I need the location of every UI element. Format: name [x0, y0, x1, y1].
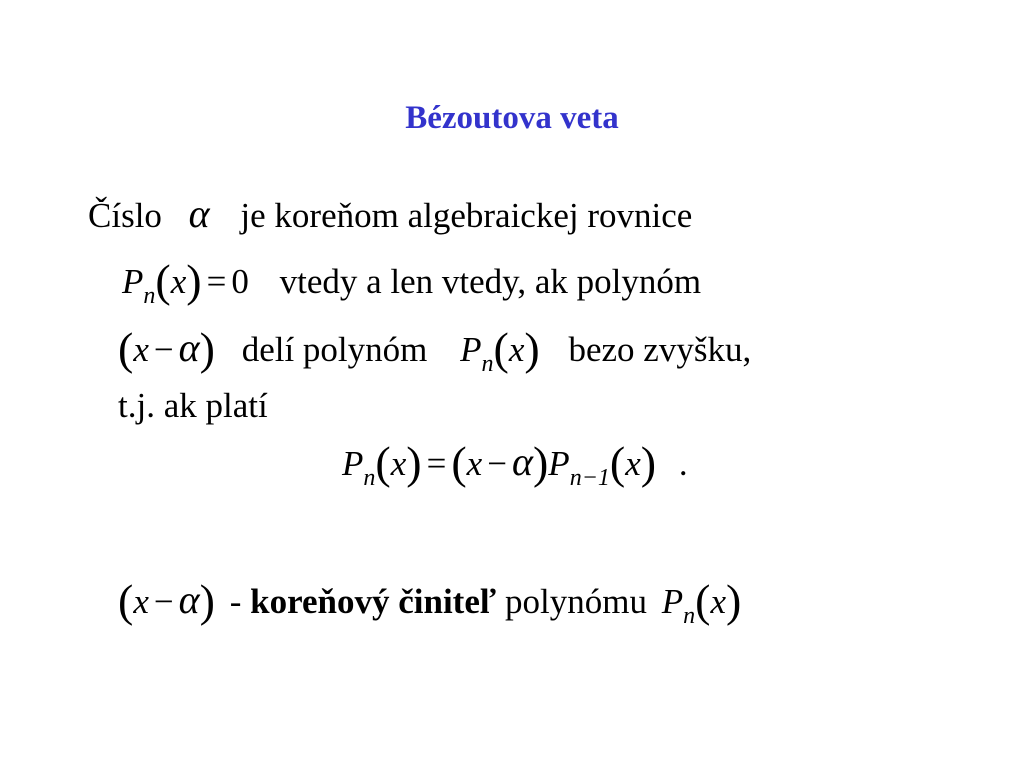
- line-6-dash: -: [229, 582, 242, 621]
- slide-title: Bézoutova veta: [405, 100, 619, 136]
- math-rparen: ): [640, 437, 657, 488]
- math-equals: =: [206, 262, 227, 301]
- math-x: x: [625, 444, 641, 483]
- math-x: x: [170, 262, 187, 301]
- math-x: x: [710, 582, 726, 621]
- math-lparen: (: [118, 323, 134, 374]
- line-1: [88, 192, 692, 238]
- math-lparen: (: [451, 437, 467, 488]
- formula-period: .: [678, 444, 688, 483]
- math-P-letter: P: [460, 330, 482, 369]
- math-x: x: [466, 444, 483, 483]
- math-minus: −: [487, 444, 507, 483]
- math-sub-n: n: [143, 283, 156, 309]
- math-equals: =: [426, 444, 447, 483]
- math-sub-n: n: [363, 465, 376, 491]
- math-lparen: (: [493, 323, 509, 374]
- term-root-factor: koreňový činiteľ: [250, 582, 497, 621]
- math-P: [661, 575, 742, 629]
- math-P: P: [342, 444, 364, 483]
- line-3: [118, 323, 752, 386]
- line-1-prefix: Číslo: [88, 196, 162, 235]
- math-x: x: [133, 582, 149, 621]
- math-rparen: ): [406, 437, 422, 488]
- line-2: [122, 255, 702, 318]
- math-lparen: (: [375, 437, 391, 488]
- alpha-symbol: α: [178, 577, 200, 622]
- math-minus: −: [153, 330, 174, 369]
- line-3-text-2: bezo zvyšku,: [568, 330, 752, 369]
- math-P: [460, 323, 540, 377]
- alpha-symbol: α: [511, 439, 533, 484]
- line-1-text: je koreňom algebraickej rovnice: [240, 196, 693, 235]
- line-4: [118, 384, 268, 428]
- line-6: [118, 575, 742, 638]
- math-rparen: ): [199, 323, 215, 374]
- math-sub-n: n: [683, 603, 696, 629]
- alpha-symbol: α: [188, 191, 210, 236]
- math-zero: 0: [231, 262, 249, 301]
- math-x: x: [390, 444, 407, 483]
- math-lparen: (: [118, 575, 134, 626]
- math-rparen: ): [532, 437, 549, 488]
- math-x: x: [508, 330, 525, 369]
- math-lparen: (: [609, 437, 626, 488]
- math-rparen: ): [726, 575, 742, 626]
- line-3-text-1: delí polynóm: [241, 330, 428, 369]
- math-minus: −: [153, 582, 174, 621]
- math-lparen: (: [695, 575, 711, 626]
- formula: [342, 437, 688, 500]
- math-P: P: [122, 262, 144, 301]
- line-2-text: vtedy a len vtedy, ak polynóm: [279, 262, 702, 301]
- math-lparen: (: [155, 255, 171, 306]
- line-6-text: polynómu: [505, 582, 647, 621]
- alpha-symbol: α: [178, 325, 200, 370]
- math-rparen: ): [524, 323, 540, 374]
- line-4-text: t.j. ak platí: [118, 386, 268, 425]
- math-sub-n-minus-1: n−1: [569, 465, 610, 491]
- math-P: P: [548, 444, 570, 483]
- math-sub-n: n: [481, 351, 494, 377]
- math-x: x: [133, 330, 149, 369]
- math-rparen: ): [199, 575, 215, 626]
- math-P-letter: P: [661, 582, 684, 621]
- math-rparen: ): [186, 255, 202, 306]
